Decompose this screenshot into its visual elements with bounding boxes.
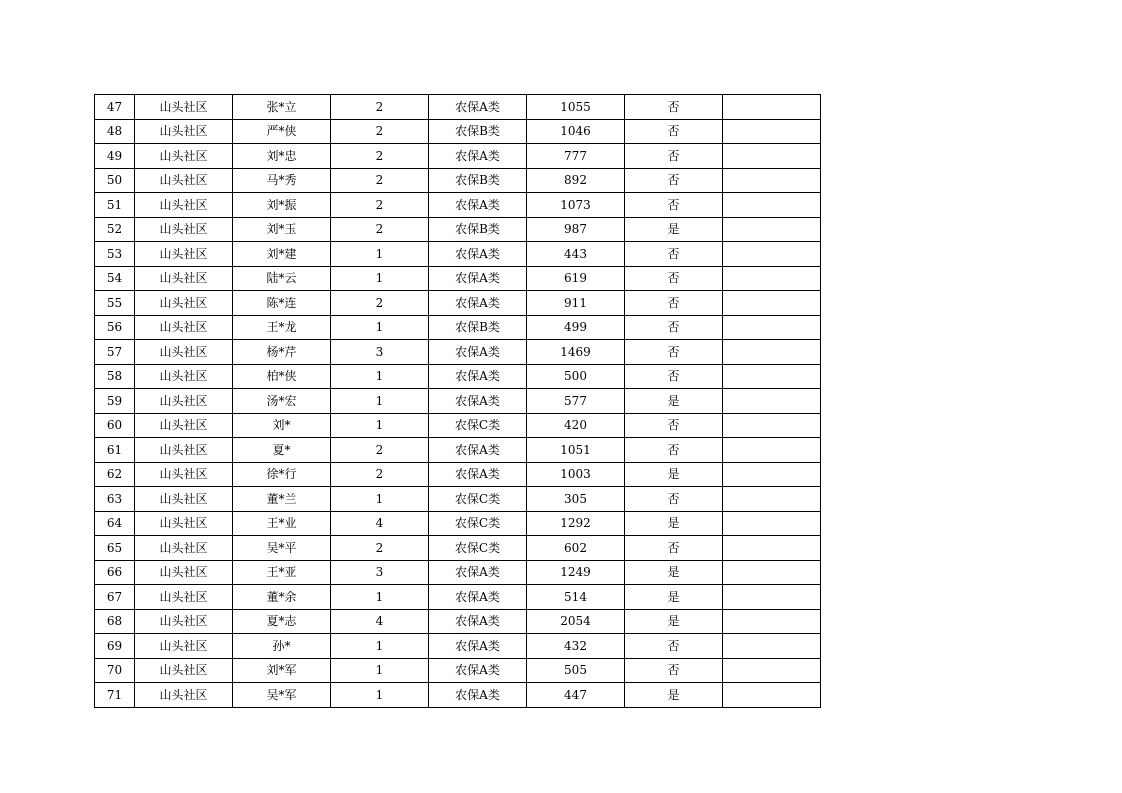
table-row: [95, 462, 821, 487]
table-row: [95, 413, 821, 438]
insurance-type-cell: 农保C类: [429, 536, 527, 561]
household-count-cell: 2: [331, 119, 429, 144]
household-count-cell: 1: [331, 364, 429, 389]
insurance-type-cell: 农保A类: [429, 683, 527, 708]
name-cell: 刘*玉: [233, 217, 331, 242]
note-cell: [723, 413, 821, 438]
community-cell: 山头社区: [135, 242, 233, 267]
note-cell: [723, 658, 821, 683]
community-cell: 山头社区: [135, 438, 233, 463]
note-cell: [723, 193, 821, 218]
amount-cell: 1046: [527, 119, 625, 144]
note-cell: [723, 340, 821, 365]
row-number-cell: 56: [95, 315, 135, 340]
row-number-cell: 50: [95, 168, 135, 193]
row-number-cell: 62: [95, 462, 135, 487]
household-count-cell: 1: [331, 413, 429, 438]
row-number-cell: 55: [95, 291, 135, 316]
name-cell: 杨*芹: [233, 340, 331, 365]
row-number-cell: 63: [95, 487, 135, 512]
table-row: [95, 683, 821, 708]
name-cell: 严*侠: [233, 119, 331, 144]
amount-cell: 619: [527, 266, 625, 291]
insurance-type-cell: 农保A类: [429, 266, 527, 291]
household-count-cell: 2: [331, 144, 429, 169]
row-number-cell: 65: [95, 536, 135, 561]
row-number-cell: 67: [95, 585, 135, 610]
insurance-type-cell: 农保A类: [429, 389, 527, 414]
table-row: [95, 291, 821, 316]
amount-cell: 892: [527, 168, 625, 193]
flag-cell: 否: [625, 315, 723, 340]
flag-cell: 否: [625, 536, 723, 561]
insurance-type-cell: 农保A类: [429, 658, 527, 683]
name-cell: 孙*: [233, 634, 331, 659]
household-count-cell: 1: [331, 634, 429, 659]
name-cell: 陆*云: [233, 266, 331, 291]
flag-cell: 否: [625, 438, 723, 463]
amount-cell: 1051: [527, 438, 625, 463]
community-cell: 山头社区: [135, 340, 233, 365]
flag-cell: 否: [625, 340, 723, 365]
note-cell: [723, 389, 821, 414]
flag-cell: 是: [625, 560, 723, 585]
table-row: [95, 340, 821, 365]
household-count-cell: 2: [331, 438, 429, 463]
amount-cell: 1292: [527, 511, 625, 536]
table-row: [95, 217, 821, 242]
note-cell: [723, 266, 821, 291]
note-cell: [723, 683, 821, 708]
household-count-cell: 2: [331, 193, 429, 218]
table-row: [95, 585, 821, 610]
table-row: [95, 315, 821, 340]
flag-cell: 否: [625, 95, 723, 120]
household-count-cell: 1: [331, 242, 429, 267]
household-count-cell: 1: [331, 487, 429, 512]
data-table-sheet: [94, 94, 821, 708]
table-row: [95, 609, 821, 634]
amount-cell: 987: [527, 217, 625, 242]
name-cell: 刘*: [233, 413, 331, 438]
insurance-type-cell: 农保A类: [429, 364, 527, 389]
note-cell: [723, 291, 821, 316]
table-row: [95, 634, 821, 659]
community-cell: 山头社区: [135, 193, 233, 218]
insurance-type-cell: 农保A类: [429, 609, 527, 634]
insurance-type-cell: 农保C类: [429, 413, 527, 438]
flag-cell: 是: [625, 609, 723, 634]
household-count-cell: 2: [331, 462, 429, 487]
data-table: [94, 94, 821, 708]
amount-cell: 577: [527, 389, 625, 414]
community-cell: 山头社区: [135, 413, 233, 438]
row-number-cell: 58: [95, 364, 135, 389]
household-count-cell: 1: [331, 315, 429, 340]
household-count-cell: 2: [331, 217, 429, 242]
amount-cell: 505: [527, 658, 625, 683]
insurance-type-cell: 农保A类: [429, 560, 527, 585]
household-count-cell: 1: [331, 389, 429, 414]
insurance-type-cell: 农保A类: [429, 462, 527, 487]
name-cell: 吴*军: [233, 683, 331, 708]
table-row: [95, 119, 821, 144]
community-cell: 山头社区: [135, 658, 233, 683]
row-number-cell: 71: [95, 683, 135, 708]
household-count-cell: 2: [331, 291, 429, 316]
row-number-cell: 57: [95, 340, 135, 365]
flag-cell: 是: [625, 389, 723, 414]
amount-cell: 2054: [527, 609, 625, 634]
flag-cell: 否: [625, 193, 723, 218]
amount-cell: 305: [527, 487, 625, 512]
name-cell: 刘*建: [233, 242, 331, 267]
flag-cell: 否: [625, 119, 723, 144]
note-cell: [723, 315, 821, 340]
amount-cell: 499: [527, 315, 625, 340]
table-row: [95, 95, 821, 120]
household-count-cell: 1: [331, 683, 429, 708]
insurance-type-cell: 农保A类: [429, 144, 527, 169]
note-cell: [723, 95, 821, 120]
table-row: [95, 389, 821, 414]
household-count-cell: 2: [331, 168, 429, 193]
community-cell: 山头社区: [135, 585, 233, 610]
name-cell: 柏*侠: [233, 364, 331, 389]
community-cell: 山头社区: [135, 364, 233, 389]
note-cell: [723, 585, 821, 610]
row-number-cell: 68: [95, 609, 135, 634]
row-number-cell: 48: [95, 119, 135, 144]
row-number-cell: 53: [95, 242, 135, 267]
amount-cell: 432: [527, 634, 625, 659]
table-row: [95, 266, 821, 291]
table-row: [95, 144, 821, 169]
row-number-cell: 54: [95, 266, 135, 291]
name-cell: 夏*: [233, 438, 331, 463]
note-cell: [723, 217, 821, 242]
flag-cell: 是: [625, 683, 723, 708]
row-number-cell: 64: [95, 511, 135, 536]
row-number-cell: 49: [95, 144, 135, 169]
household-count-cell: 2: [331, 536, 429, 561]
insurance-type-cell: 农保A类: [429, 585, 527, 610]
table-row: [95, 193, 821, 218]
name-cell: 刘*振: [233, 193, 331, 218]
name-cell: 刘*忠: [233, 144, 331, 169]
amount-cell: 420: [527, 413, 625, 438]
insurance-type-cell: 农保A类: [429, 95, 527, 120]
community-cell: 山头社区: [135, 609, 233, 634]
table-row: [95, 560, 821, 585]
community-cell: 山头社区: [135, 217, 233, 242]
flag-cell: 否: [625, 634, 723, 659]
insurance-type-cell: 农保B类: [429, 315, 527, 340]
note-cell: [723, 364, 821, 389]
row-number-cell: 52: [95, 217, 135, 242]
insurance-type-cell: 农保A类: [429, 438, 527, 463]
insurance-type-cell: 农保C类: [429, 487, 527, 512]
row-number-cell: 51: [95, 193, 135, 218]
amount-cell: 1469: [527, 340, 625, 365]
flag-cell: 是: [625, 217, 723, 242]
community-cell: 山头社区: [135, 315, 233, 340]
insurance-type-cell: 农保B类: [429, 217, 527, 242]
flag-cell: 是: [625, 585, 723, 610]
flag-cell: 否: [625, 291, 723, 316]
community-cell: 山头社区: [135, 511, 233, 536]
flag-cell: 否: [625, 487, 723, 512]
insurance-type-cell: 农保C类: [429, 511, 527, 536]
community-cell: 山头社区: [135, 683, 233, 708]
flag-cell: 否: [625, 413, 723, 438]
row-number-cell: 47: [95, 95, 135, 120]
table-row: [95, 364, 821, 389]
name-cell: 吴*平: [233, 536, 331, 561]
amount-cell: 500: [527, 364, 625, 389]
row-number-cell: 69: [95, 634, 135, 659]
name-cell: 徐*行: [233, 462, 331, 487]
name-cell: 王*龙: [233, 315, 331, 340]
name-cell: 董*兰: [233, 487, 331, 512]
amount-cell: 1249: [527, 560, 625, 585]
amount-cell: 514: [527, 585, 625, 610]
household-count-cell: 2: [331, 95, 429, 120]
community-cell: 山头社区: [135, 144, 233, 169]
note-cell: [723, 144, 821, 169]
community-cell: 山头社区: [135, 560, 233, 585]
household-count-cell: 1: [331, 266, 429, 291]
note-cell: [723, 634, 821, 659]
household-count-cell: 1: [331, 658, 429, 683]
note-cell: [723, 511, 821, 536]
household-count-cell: 3: [331, 560, 429, 585]
flag-cell: 否: [625, 266, 723, 291]
name-cell: 刘*军: [233, 658, 331, 683]
name-cell: 夏*志: [233, 609, 331, 634]
note-cell: [723, 462, 821, 487]
row-number-cell: 59: [95, 389, 135, 414]
community-cell: 山头社区: [135, 291, 233, 316]
amount-cell: 447: [527, 683, 625, 708]
name-cell: 董*余: [233, 585, 331, 610]
community-cell: 山头社区: [135, 266, 233, 291]
flag-cell: 是: [625, 462, 723, 487]
household-count-cell: 3: [331, 340, 429, 365]
flag-cell: 否: [625, 168, 723, 193]
amount-cell: 1055: [527, 95, 625, 120]
amount-cell: 911: [527, 291, 625, 316]
amount-cell: 1073: [527, 193, 625, 218]
row-number-cell: 61: [95, 438, 135, 463]
note-cell: [723, 536, 821, 561]
flag-cell: 否: [625, 658, 723, 683]
note-cell: [723, 438, 821, 463]
insurance-type-cell: 农保A类: [429, 291, 527, 316]
flag-cell: 否: [625, 242, 723, 267]
name-cell: 汤*宏: [233, 389, 331, 414]
name-cell: 王*业: [233, 511, 331, 536]
insurance-type-cell: 农保B类: [429, 168, 527, 193]
table-row: [95, 168, 821, 193]
community-cell: 山头社区: [135, 462, 233, 487]
flag-cell: 否: [625, 364, 723, 389]
household-count-cell: 4: [331, 609, 429, 634]
note-cell: [723, 560, 821, 585]
community-cell: 山头社区: [135, 95, 233, 120]
flag-cell: 是: [625, 511, 723, 536]
flag-cell: 否: [625, 144, 723, 169]
amount-cell: 443: [527, 242, 625, 267]
table-row: [95, 536, 821, 561]
name-cell: 马*秀: [233, 168, 331, 193]
insurance-type-cell: 农保B类: [429, 119, 527, 144]
community-cell: 山头社区: [135, 389, 233, 414]
name-cell: 张*立: [233, 95, 331, 120]
insurance-type-cell: 农保A类: [429, 634, 527, 659]
note-cell: [723, 609, 821, 634]
row-number-cell: 70: [95, 658, 135, 683]
community-cell: 山头社区: [135, 119, 233, 144]
household-count-cell: 4: [331, 511, 429, 536]
note-cell: [723, 119, 821, 144]
insurance-type-cell: 农保A类: [429, 193, 527, 218]
table-row: [95, 658, 821, 683]
table-row: [95, 511, 821, 536]
note-cell: [723, 487, 821, 512]
row-number-cell: 60: [95, 413, 135, 438]
table-row: [95, 242, 821, 267]
amount-cell: 777: [527, 144, 625, 169]
household-count-cell: 1: [331, 585, 429, 610]
community-cell: 山头社区: [135, 168, 233, 193]
table-row: [95, 438, 821, 463]
table-body: [95, 95, 821, 708]
note-cell: [723, 242, 821, 267]
amount-cell: 602: [527, 536, 625, 561]
insurance-type-cell: 农保A类: [429, 242, 527, 267]
community-cell: 山头社区: [135, 634, 233, 659]
table-row: [95, 487, 821, 512]
insurance-type-cell: 农保A类: [429, 340, 527, 365]
amount-cell: 1003: [527, 462, 625, 487]
community-cell: 山头社区: [135, 536, 233, 561]
name-cell: 陈*连: [233, 291, 331, 316]
name-cell: 王*亚: [233, 560, 331, 585]
note-cell: [723, 168, 821, 193]
row-number-cell: 66: [95, 560, 135, 585]
community-cell: 山头社区: [135, 487, 233, 512]
